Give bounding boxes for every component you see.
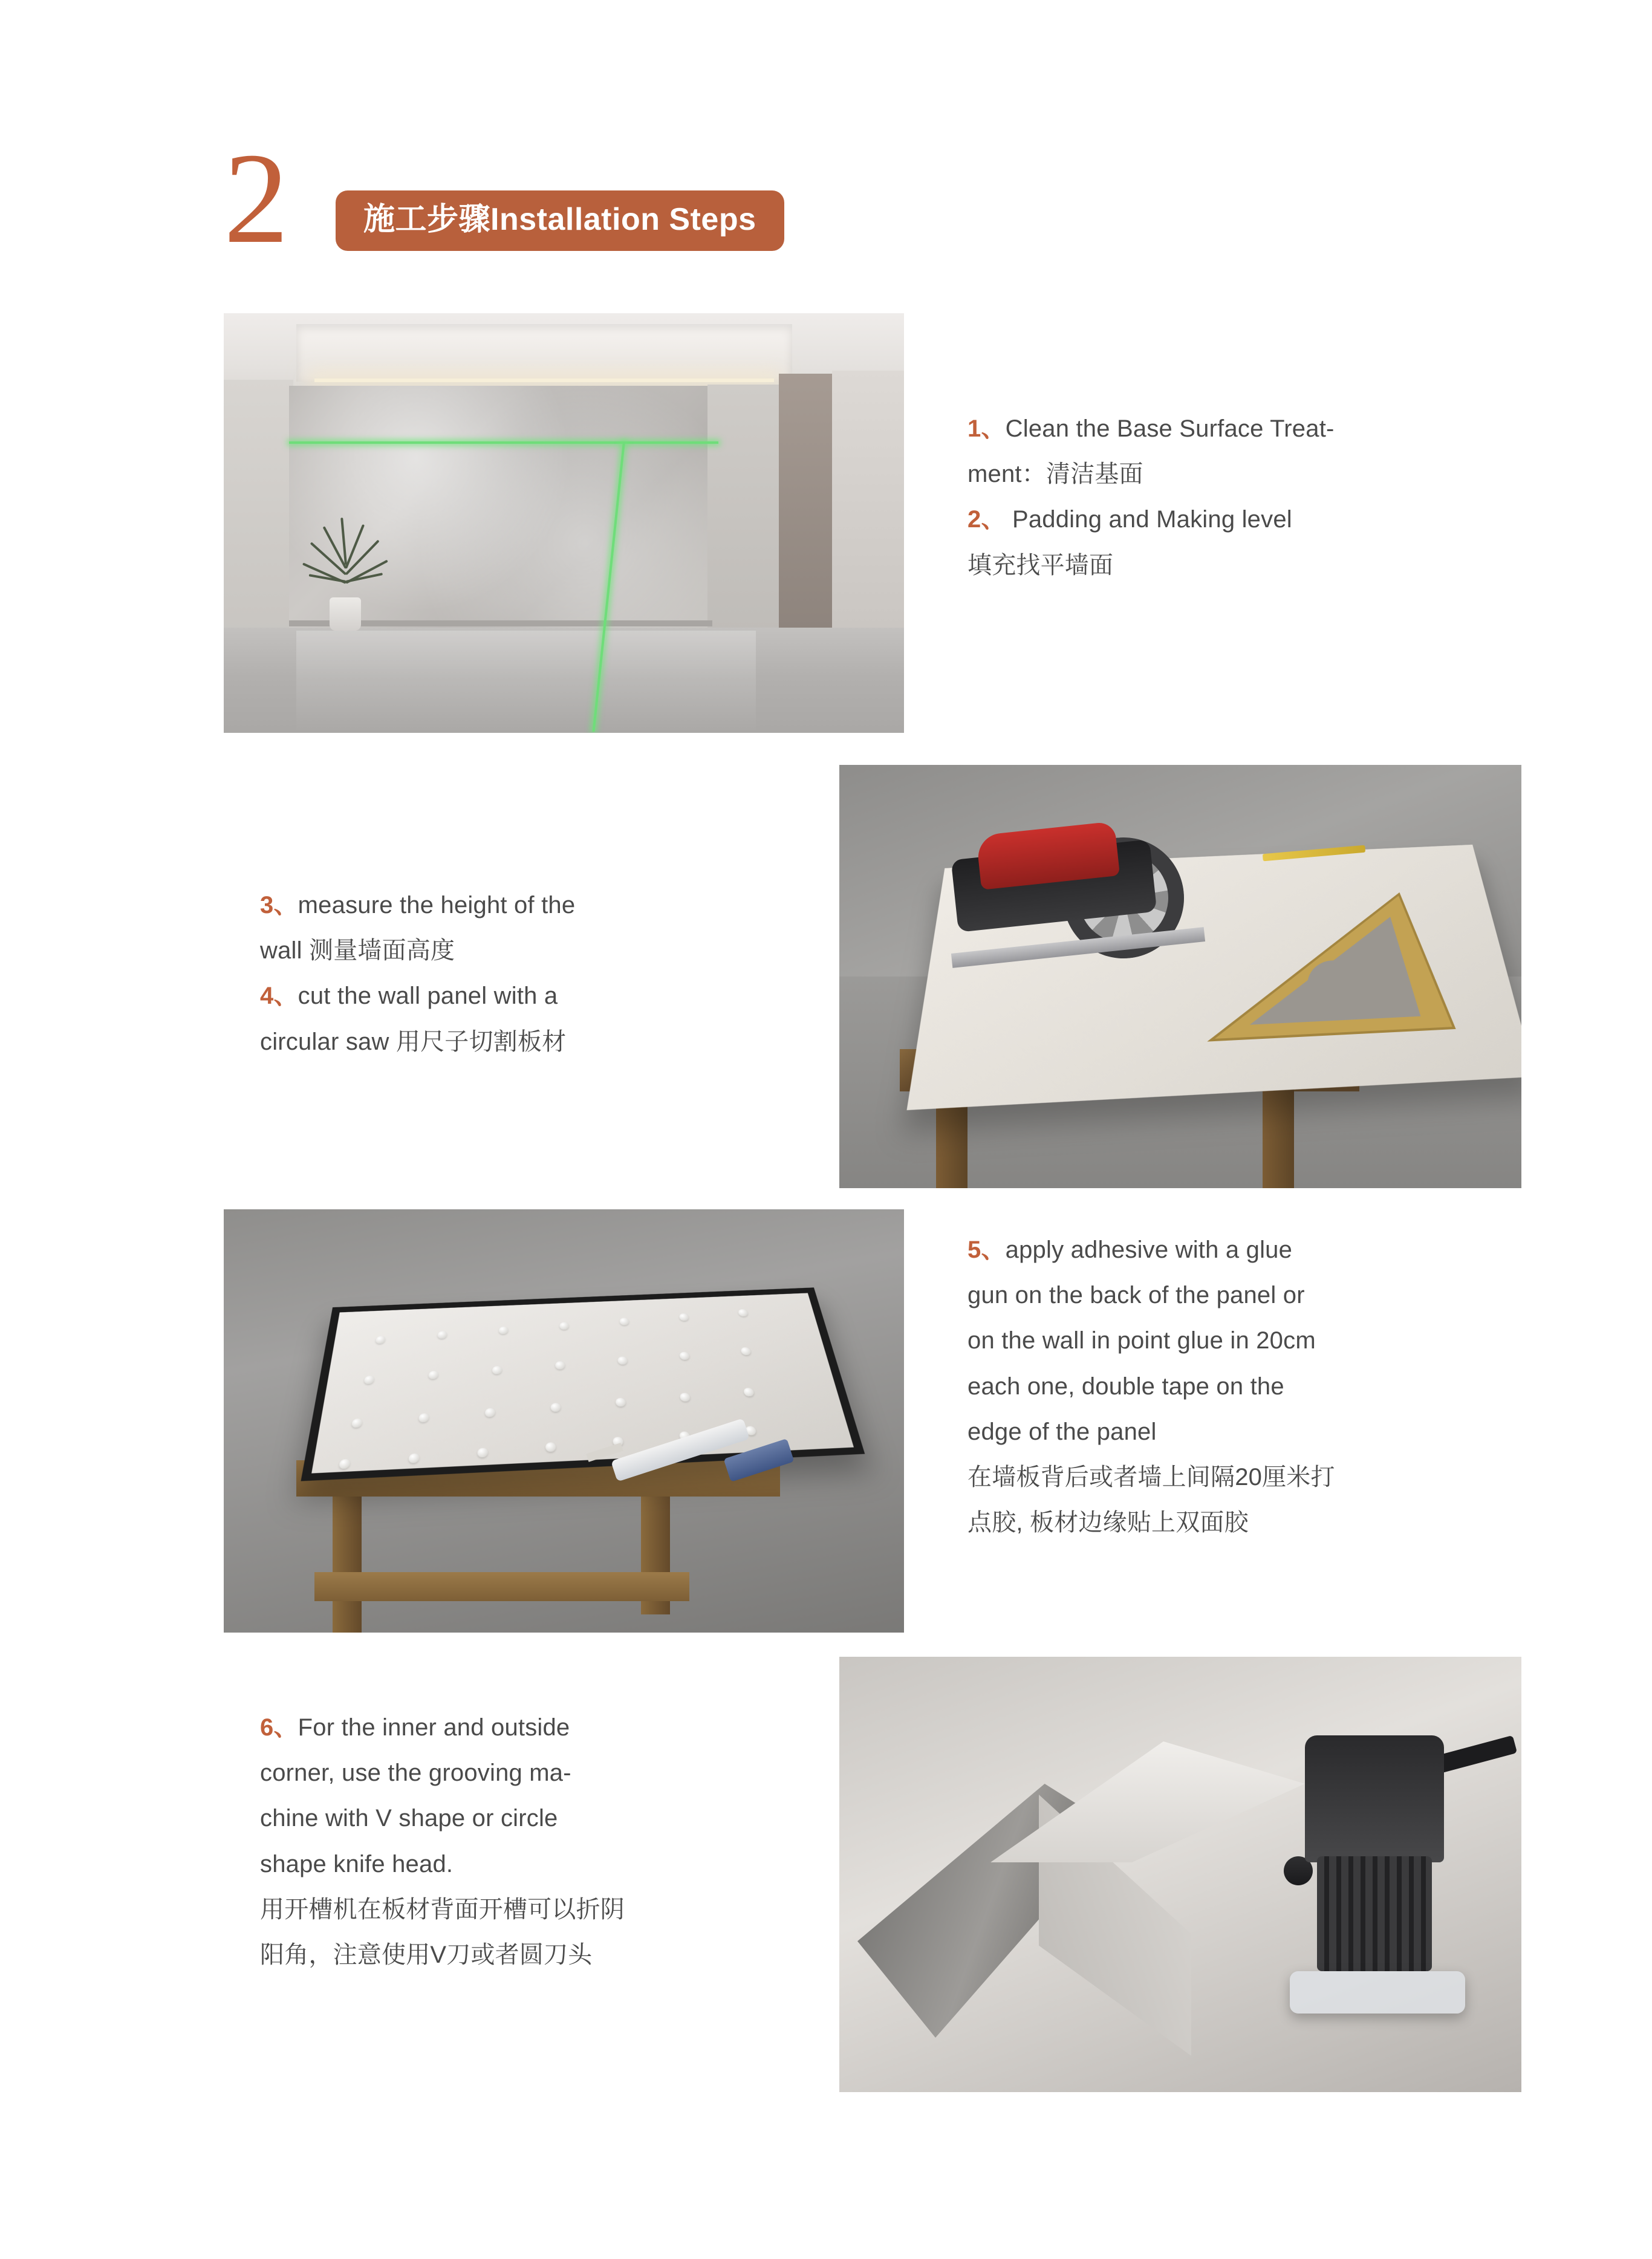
step-line bbox=[260, 973, 744, 1019]
step-text-6 bbox=[260, 1705, 756, 1978]
step-number: 6、 bbox=[260, 1714, 298, 1741]
room-ceiling-recess bbox=[296, 324, 792, 382]
step-line-text: corner, use the grooving ma- bbox=[260, 1760, 571, 1787]
step-number: 2、 bbox=[967, 506, 1006, 533]
step-line bbox=[260, 1887, 756, 1932]
step-line-text: 填充找平墙面 bbox=[967, 551, 1114, 579]
step-line bbox=[967, 452, 1500, 497]
step-line bbox=[967, 1273, 1500, 1318]
photo-grooving-machine bbox=[839, 1657, 1521, 2092]
step-line bbox=[260, 883, 744, 928]
step-line-text: 阳角，注意使用V刀或者圆刀头 bbox=[260, 1941, 593, 1968]
step-line-text: For the inner and outside bbox=[298, 1714, 570, 1741]
room-floor-reflection bbox=[296, 631, 756, 733]
step-line-text: Padding and Making level bbox=[1005, 506, 1292, 533]
step-line bbox=[260, 928, 744, 973]
step-line-text: apply adhesive with a glue bbox=[1005, 1237, 1293, 1263]
router-base-plate bbox=[1290, 1971, 1465, 2014]
router-motor-body bbox=[1305, 1735, 1444, 1862]
step-number: 3、 bbox=[260, 892, 298, 918]
step-line-text: cut the wall panel with a bbox=[298, 983, 558, 1010]
step-line bbox=[967, 1455, 1500, 1500]
step-line bbox=[967, 1409, 1500, 1455]
step-line bbox=[967, 1227, 1500, 1273]
photo-circular-saw bbox=[839, 765, 1521, 1188]
step-number: 1、 bbox=[967, 415, 1006, 442]
laser-line-horizontal bbox=[289, 441, 718, 444]
ceiling-light-strip bbox=[314, 379, 774, 382]
room-side-panel bbox=[832, 371, 904, 643]
step-number: 4、 bbox=[260, 983, 298, 1010]
step-line bbox=[260, 1932, 756, 1978]
step-line-text: on the wall in point glue in 20cm bbox=[967, 1327, 1316, 1354]
step-line-text: edge of the panel bbox=[967, 1418, 1157, 1445]
photo-empty-room bbox=[224, 313, 904, 733]
step-line-text: chine with V shape or circle bbox=[260, 1805, 558, 1832]
section-title: 施工步骤Installation Steps bbox=[363, 202, 756, 237]
workbench-leg bbox=[1263, 1085, 1294, 1188]
step-text-3-4 bbox=[260, 883, 744, 1065]
step-line-text: circular saw 用尺子切割板材 bbox=[260, 1028, 567, 1055]
step-line bbox=[260, 1019, 744, 1065]
router-grip bbox=[1317, 1856, 1432, 1971]
step-line-text: ment：清洁基面 bbox=[967, 461, 1143, 488]
workbench-leg bbox=[333, 1494, 362, 1633]
step-line-text: measure the height of the bbox=[298, 892, 576, 918]
step-text-5 bbox=[967, 1227, 1500, 1546]
room-left-wall bbox=[224, 380, 293, 634]
step-line bbox=[967, 1364, 1500, 1409]
step-line bbox=[967, 497, 1500, 542]
step-line bbox=[260, 1705, 756, 1750]
room-right-wall bbox=[707, 385, 780, 632]
step-number: 5、 bbox=[967, 1237, 1006, 1263]
step-line-text: 点胶, 板材边缘贴上双面胶 bbox=[967, 1509, 1249, 1536]
photo-glue-dots bbox=[224, 1209, 904, 1633]
step-line bbox=[260, 1796, 756, 1841]
workbench-shelf bbox=[314, 1572, 689, 1601]
step-text-1-2 bbox=[967, 406, 1500, 588]
step-line-text: shape knife head. bbox=[260, 1850, 454, 1877]
step-line-text: Clean the Base Surface Treat- bbox=[1005, 415, 1335, 442]
step-line-text: 在墙板背后或者墙上间隔20厘米打 bbox=[967, 1463, 1335, 1490]
section-title-pill bbox=[336, 190, 784, 251]
step-line bbox=[260, 1842, 756, 1887]
step-line bbox=[260, 1750, 756, 1796]
step-line bbox=[967, 1318, 1500, 1364]
square-ruler bbox=[1197, 887, 1469, 1053]
step-line-text: 用开槽机在板材背面开槽可以折阴 bbox=[260, 1896, 625, 1923]
step-line-text: wall 测量墙面高度 bbox=[260, 937, 455, 964]
section-number: 2 bbox=[224, 126, 287, 270]
step-line bbox=[967, 406, 1500, 452]
room-dark-column bbox=[779, 374, 833, 640]
section-header bbox=[224, 126, 980, 270]
step-line-text: each one, double tape on the bbox=[967, 1373, 1284, 1400]
potted-plant bbox=[320, 518, 374, 602]
step-line bbox=[967, 1500, 1500, 1546]
step-line bbox=[967, 543, 1500, 588]
plant-pot bbox=[330, 597, 361, 631]
step-line-text: gun on the back of the panel or bbox=[967, 1282, 1305, 1309]
